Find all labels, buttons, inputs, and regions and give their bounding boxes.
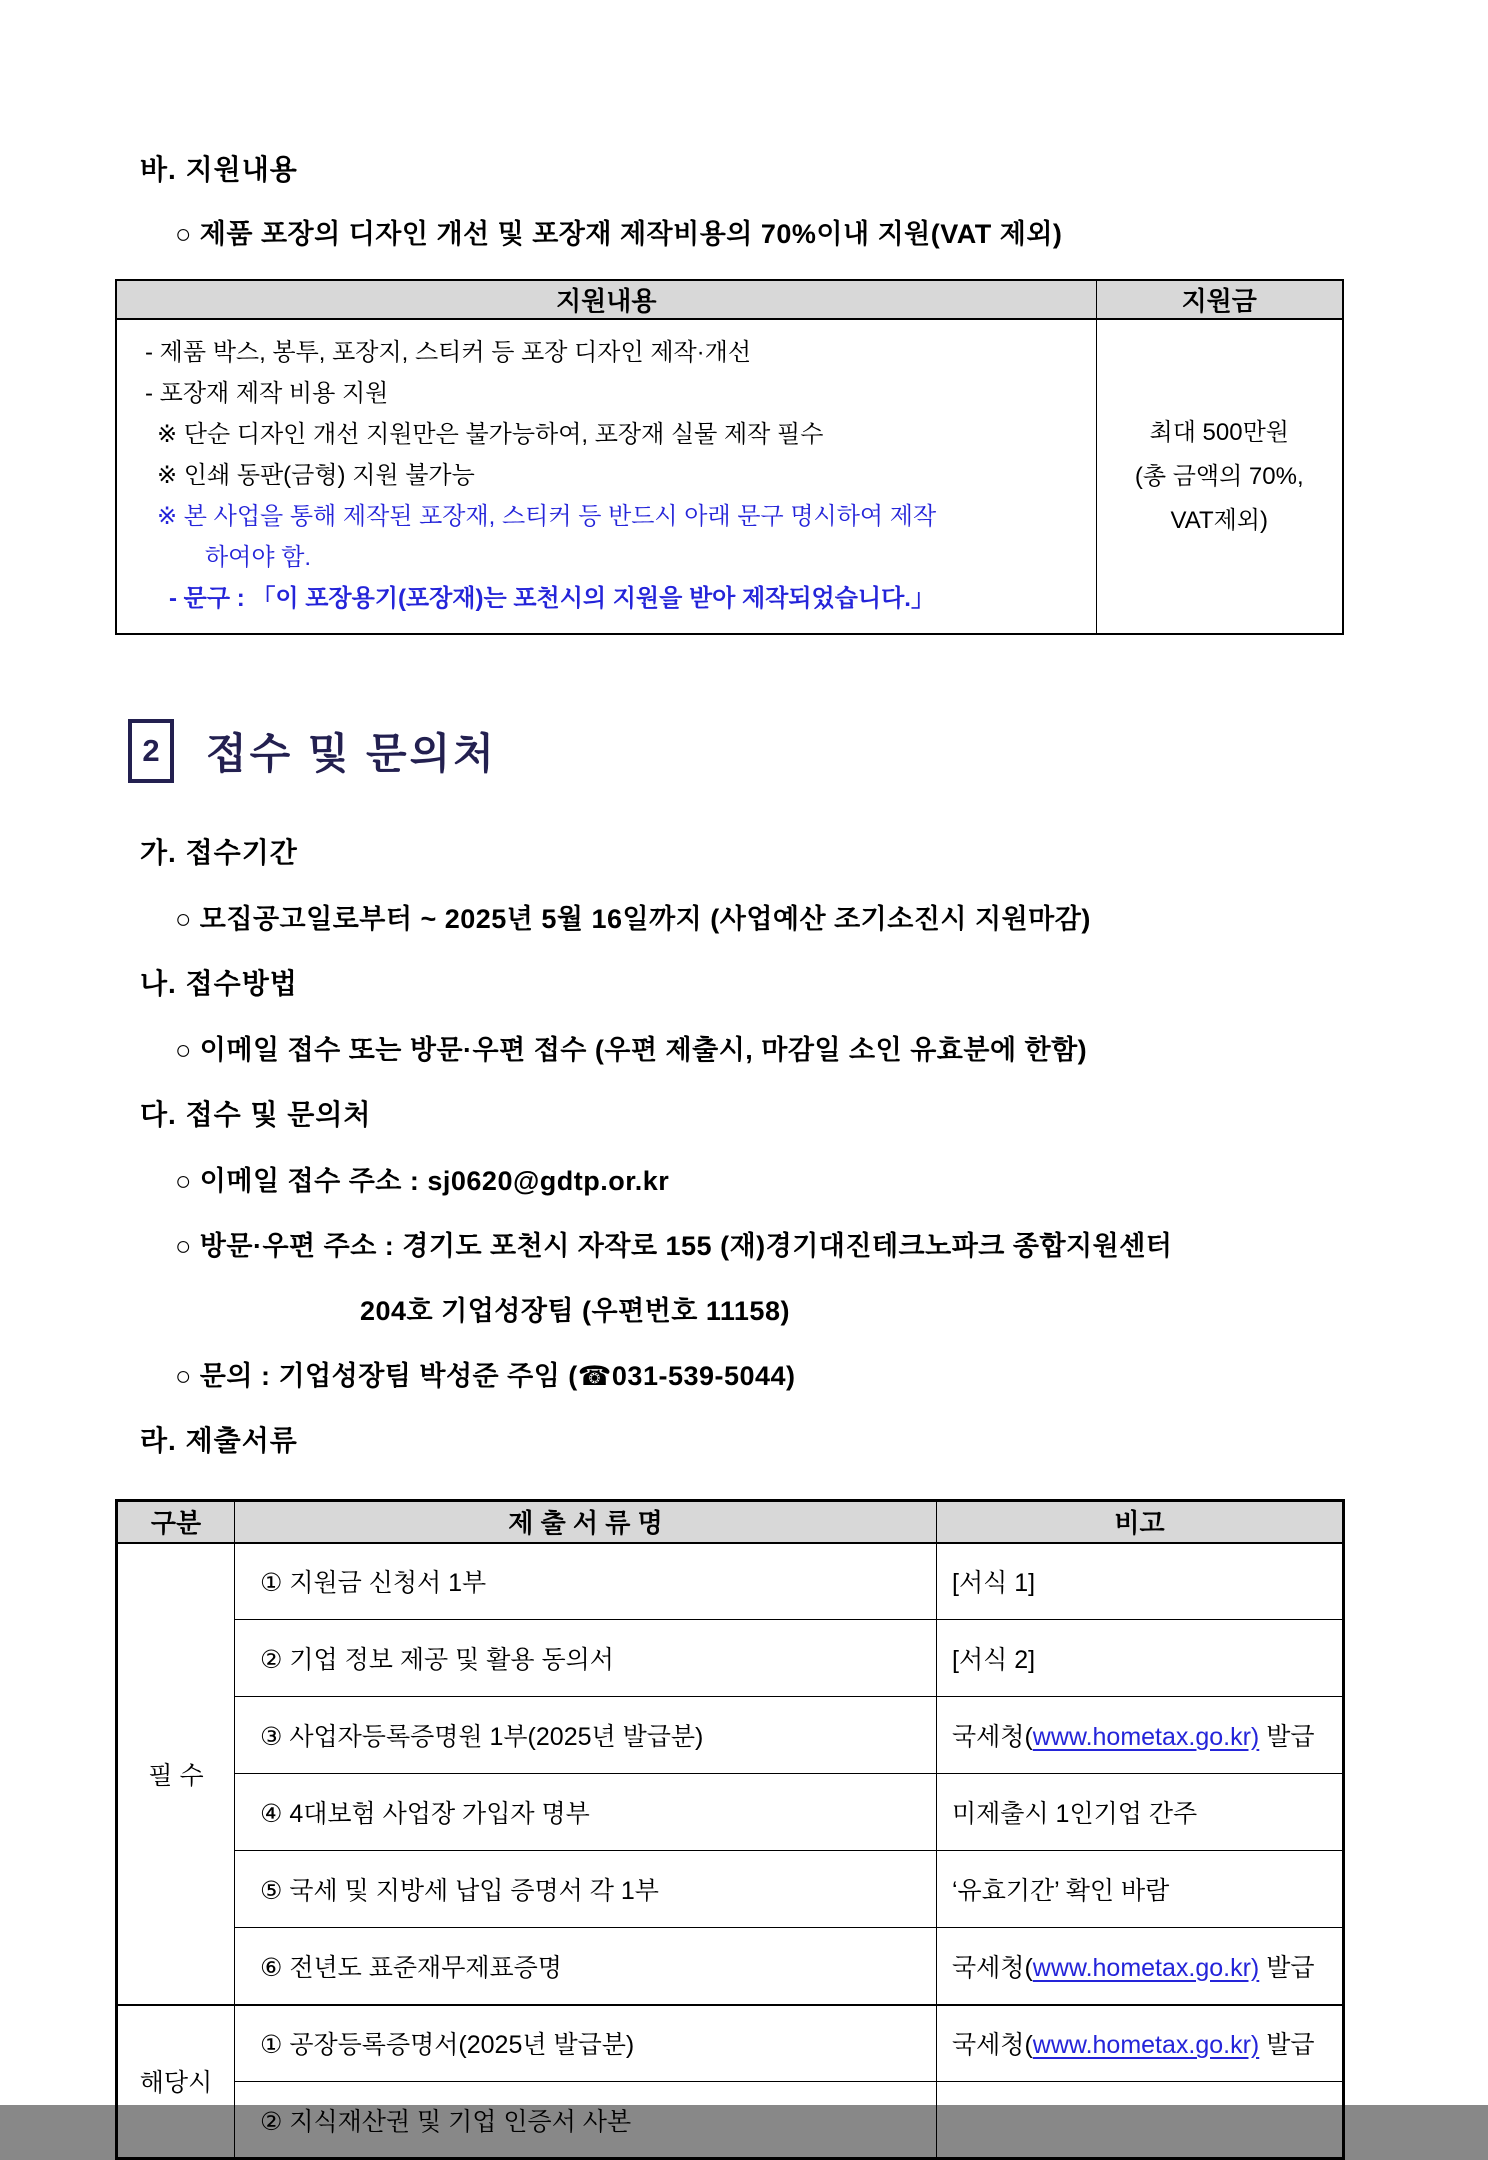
address-line2: 204호 기업성장팀 (우편번호 11158): [360, 1296, 790, 1326]
section2-title: 접수 및 문의처: [206, 730, 497, 777]
amount-line: (총 금액의 70%,: [1134, 462, 1304, 490]
section2-number: 2: [142, 733, 160, 768]
doc-name: ⑥ 전년도 표준재무제표증명: [235, 1928, 937, 2005]
table-row: [117, 1928, 1344, 2005]
doc-name: ⑤ 국세 및 지방세 납입 증명서 각 1부: [235, 1851, 937, 1928]
remark-prefix: 국세청(: [952, 1723, 1033, 1751]
support-table-header-amount: 지원금: [1096, 280, 1343, 319]
support-line: - 포장재 제작 비용 지원: [145, 380, 389, 407]
table-row: [117, 1851, 1344, 1928]
bullet-contact: ○ 문의 : 기업성장팀 박성준 주임 (☎031-539-5044): [175, 1361, 796, 1391]
heading-da: 다. 접수 및 문의처: [140, 1099, 372, 1130]
support-table-header-row: [116, 280, 1343, 319]
support-table-body-row: [116, 319, 1343, 634]
support-section-heading: 바. 지원내용: [140, 154, 298, 185]
support-table-content-cell: [116, 319, 1096, 634]
support-line-notice: ※ 본 사업을 통해 제작된 포장재, 스티커 등 반드시 아래 문구 명시하여 제작: [157, 503, 937, 530]
amount-line: 최대 500만원: [1149, 418, 1289, 446]
table-row: [117, 2082, 1344, 2159]
doc-remark: [937, 2005, 1344, 2082]
support-section-bullet: ○ 제품 포장의 디자인 개선 및 포장재 제작비용의 70%이내 지원(VAT 제외): [175, 219, 1063, 249]
support-table-amount-cell: [1096, 319, 1343, 634]
support-table-header-content: 지원내용: [116, 280, 1096, 319]
doc-name: ③ 사업자등록증명원 1부(2025년 발급분): [235, 1697, 937, 1774]
heading-na: 나. 접수방법: [140, 968, 298, 999]
remark-prefix: 국세청(: [952, 1953, 1033, 1982]
table-row: [117, 1620, 1344, 1697]
doc-name: ① 공장등록증명서(2025년 발급분): [235, 2005, 937, 2082]
hometax-link[interactable]: www.hometax.go.kr): [1032, 1953, 1260, 1982]
hometax-link[interactable]: www.hometax.go.kr): [1032, 1723, 1260, 1751]
doc-remark: [서식 2]: [937, 1620, 1344, 1697]
doc-remark: [937, 1928, 1344, 2005]
doc-remark: ‘유효기간’ 확인 바람: [937, 1851, 1344, 1928]
documents-table: [115, 1499, 1345, 2160]
doc-remark: [937, 1697, 1344, 1774]
doc-name: ② 기업 정보 제공 및 활용 동의서: [235, 1620, 937, 1697]
doc-remark: [937, 2082, 1344, 2159]
table-row: [117, 1543, 1344, 1620]
documents-header-remark: 비고: [937, 1501, 1344, 1543]
section2-number-box: [128, 719, 174, 783]
doc-name: ② 지식재산권 및 기업 인증서 사본: [235, 2082, 937, 2159]
support-line-notice-cont: 하여야 함.: [205, 544, 312, 571]
documents-header-name: 제 출 서 류 명: [235, 1501, 937, 1543]
doc-name: ④ 4대보험 사업장 가입자 명부: [235, 1774, 937, 1851]
hometax-link[interactable]: www.hometax.go.kr): [1032, 2031, 1260, 2060]
remark-suffix: 발급: [1259, 2031, 1315, 2060]
table-row: [117, 1697, 1344, 1774]
heading-ga: 가. 접수기간: [140, 837, 298, 868]
support-line: - 제품 박스, 봉투, 포장지, 스티커 등 포장 디자인 제작·개선: [145, 339, 752, 366]
documents-table-header-row: [117, 1501, 1344, 1543]
remark-suffix: 발급: [1259, 1723, 1315, 1751]
group-label-required: 필 수: [117, 1543, 235, 2005]
support-table: [115, 279, 1344, 635]
bullet-period: ○ 모집공고일로부터 ~ 2025년 5월 16일까지 (사업예산 조기소진시 지원마감): [175, 904, 1091, 934]
table-row: [117, 1774, 1344, 1851]
bullet-address: ○ 방문·우편 주소 : 경기도 포천시 자작로 155 (재)경기대진테크노파크 종합지원센터: [175, 1231, 1173, 1261]
support-line-phrase: - 문구 : 「이 포장용기(포장재)는 포천시의 지원을 받아 제작되었습니다.」: [169, 585, 935, 612]
support-line: ※ 단순 디자인 개선 지원만은 불가능하여, 포장재 실물 제작 필수: [157, 421, 824, 448]
heading-ra: 라. 제출서류: [140, 1425, 298, 1456]
remark-prefix: 국세청(: [952, 2031, 1033, 2060]
doc-remark: [서식 1]: [937, 1543, 1344, 1620]
doc-remark: 미제출시 1인기업 간주: [937, 1774, 1344, 1851]
remark-suffix: 발급: [1259, 1953, 1315, 1982]
doc-name: ① 지원금 신청서 1부: [235, 1543, 937, 1620]
bullet-email: ○ 이메일 접수 주소 : sj0620@gdtp.or.kr: [175, 1166, 670, 1196]
group-label-conditional: 해당시: [117, 2005, 235, 2159]
bullet-method: ○ 이메일 접수 또는 방문·우편 접수 (우편 제출시, 마감일 소인 유효분에 한함): [175, 1035, 1088, 1065]
documents-header-category: 구분: [117, 1501, 235, 1543]
support-line: ※ 인쇄 동판(금형) 지원 불가능: [157, 462, 475, 489]
amount-line: VAT제외): [1170, 506, 1268, 534]
table-row: [117, 2005, 1344, 2082]
section2-banner: [128, 719, 1342, 783]
